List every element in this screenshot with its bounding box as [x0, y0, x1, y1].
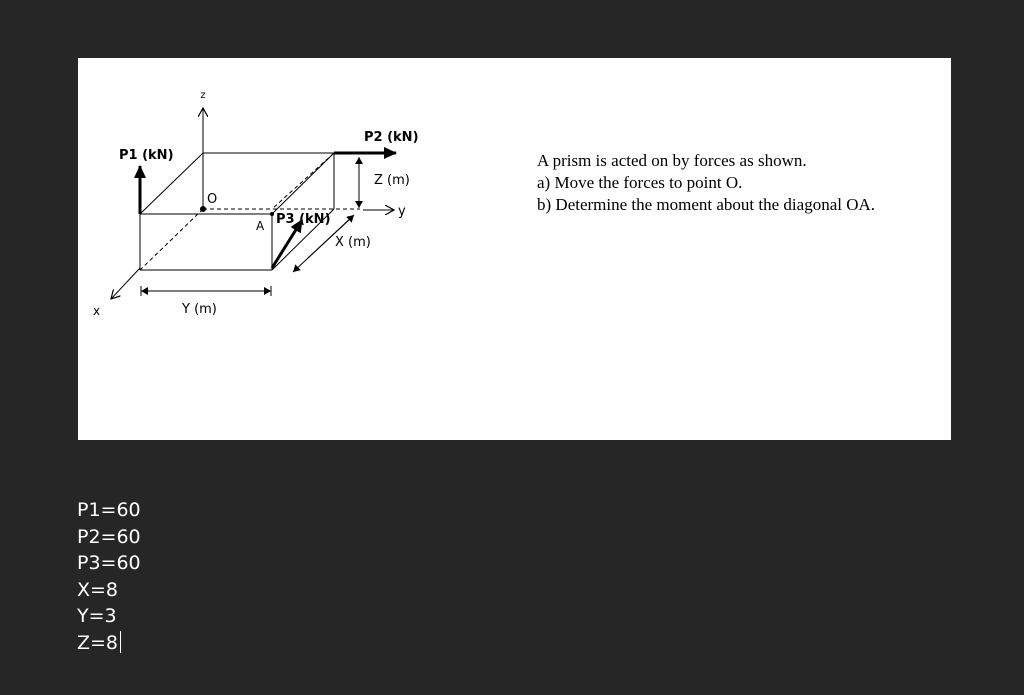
value-p1: P1=60: [77, 499, 141, 521]
problem-line-3: b) Determine the moment about the diagonal OA.: [537, 195, 876, 214]
problem-line-2: a) Move the forces to point O.: [537, 173, 743, 192]
x-dimension-label: X (m): [335, 235, 371, 250]
point-a-label: A: [256, 219, 265, 233]
p1-label: P1 (kN): [119, 148, 174, 163]
given-values: [77, 497, 141, 656]
diagram-panel: [78, 58, 951, 440]
y-axis-label: y: [398, 204, 406, 219]
z-axis-label: z: [200, 90, 206, 101]
origin-label: O: [207, 192, 218, 207]
x-axis-label: x: [93, 304, 101, 318]
origin-point: [200, 206, 206, 212]
z-dimension-label: Z (m): [374, 173, 410, 188]
value-z-row[interactable]: [77, 630, 141, 657]
problem-line-1: A prism is acted on by forces as shown.: [537, 151, 807, 170]
value-y: Y=3: [77, 605, 117, 627]
p2-label: P2 (kN): [364, 130, 419, 145]
p3-label: P3 (kN): [276, 212, 331, 227]
value-p2: P2=60: [77, 525, 141, 548]
text-cursor: [120, 631, 121, 653]
problem-statement: [537, 150, 937, 216]
value-z[interactable]: Z=8: [77, 631, 119, 654]
value-p3: P3=60: [77, 552, 141, 574]
y-dimension-label: Y (m): [182, 302, 217, 317]
point-a-marker: [270, 212, 274, 216]
value-x: X=8: [77, 578, 119, 601]
x-axis-line: [111, 268, 140, 299]
p3-force-arrow: [272, 220, 302, 268]
prism-diagram: [78, 58, 951, 440]
